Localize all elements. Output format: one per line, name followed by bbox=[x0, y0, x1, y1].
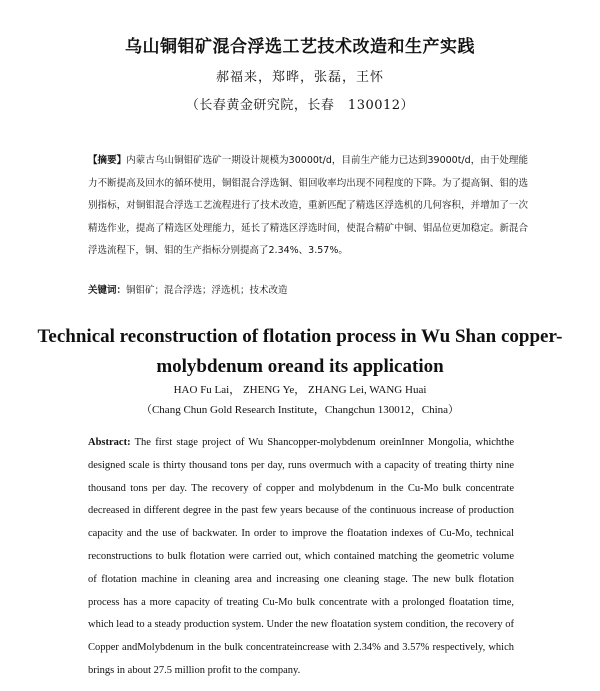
chinese-keywords-label: 关键词： bbox=[88, 285, 127, 296]
chinese-abstract-text: 内蒙古乌山铜钼矿选矿一期设计规模为30000t/d，目前生产能力已达到39000t/d，由于处理能力不断提高及回水的循环使用，铜钼混合浮选铜、钼回收率均出现不同程度的下降。为了提高铜、钼的选别指标，对铜钼混合浮选工艺流程进行了技术改造，重新匹配了精选区浮选机的几何容积，并增加了一次精选作业，提高了精选区处理能力，延长了精选区浮选时间，使混合精矿中铜、钼品位更加稳定。新混合浮选流程下，铜、钼的生产指标分别提高了2.34%、3.57%。 bbox=[88, 155, 528, 256]
chinese-authors: 郝福来，郑晔，张磊，王怀 bbox=[215, 70, 384, 85]
english-abstract bbox=[88, 432, 514, 683]
chinese-affiliation: （长春黄金研究院，长春 130012） bbox=[185, 98, 415, 113]
chinese-keywords-text: 铜钼矿；混合浮选；浮选机；技术改造 bbox=[126, 285, 288, 296]
english-title: Technical reconstruction of flotation process in Wu Shan copper-molybdenum oreand its application bbox=[37, 326, 563, 377]
english-authors: HAO Fu Lai， ZHENG Ye， ZHANG Lei, WANG Huai bbox=[173, 384, 427, 396]
chinese-title: 乌山铜钼矿混合浮选工艺技术改造和生产实践 bbox=[125, 37, 475, 57]
english-affiliation: （Chang Chun Gold Research Institute，Changchun 130012，China） bbox=[140, 404, 460, 416]
chinese-keywords bbox=[88, 282, 528, 296]
english-abstract-label: Abstract: bbox=[88, 437, 131, 448]
chinese-abstract-label: 【摘要】 bbox=[88, 155, 127, 166]
english-abstract-text: The first stage project of Wu Shancopper-molybdenum oreinInner Mongolia, whichthe designed scale is thirty thousand tons per day, runs overmuch with a capacity of treating thirty nine thousand tons per day. The recovery of copper and molybdenum in the Cu-Mo bulk concentrate decreased in different degree in the past few years because of the continuous increase of production capacity and the use of backwater. In order to improve the floatation indexes of Cu-Mo, technical reconstructions to bulk flotation were carried out, which contained matching the geometric volume of flotation machine in cleaning area and increasing one cleaning stage. The new bulk flotation process has a more capacity of treating Cu-Mo bulk concentrate with a prolonged floatation time, which lead to a steady production system. Under the new floatation system condition, the recovery of Copper andMolybdenum in the bulk concentrateincrease with 2.34% and 3.57% respectively, which brings in about 27.5 million profit to the company. bbox=[88, 437, 515, 676]
chinese-abstract bbox=[88, 150, 528, 263]
